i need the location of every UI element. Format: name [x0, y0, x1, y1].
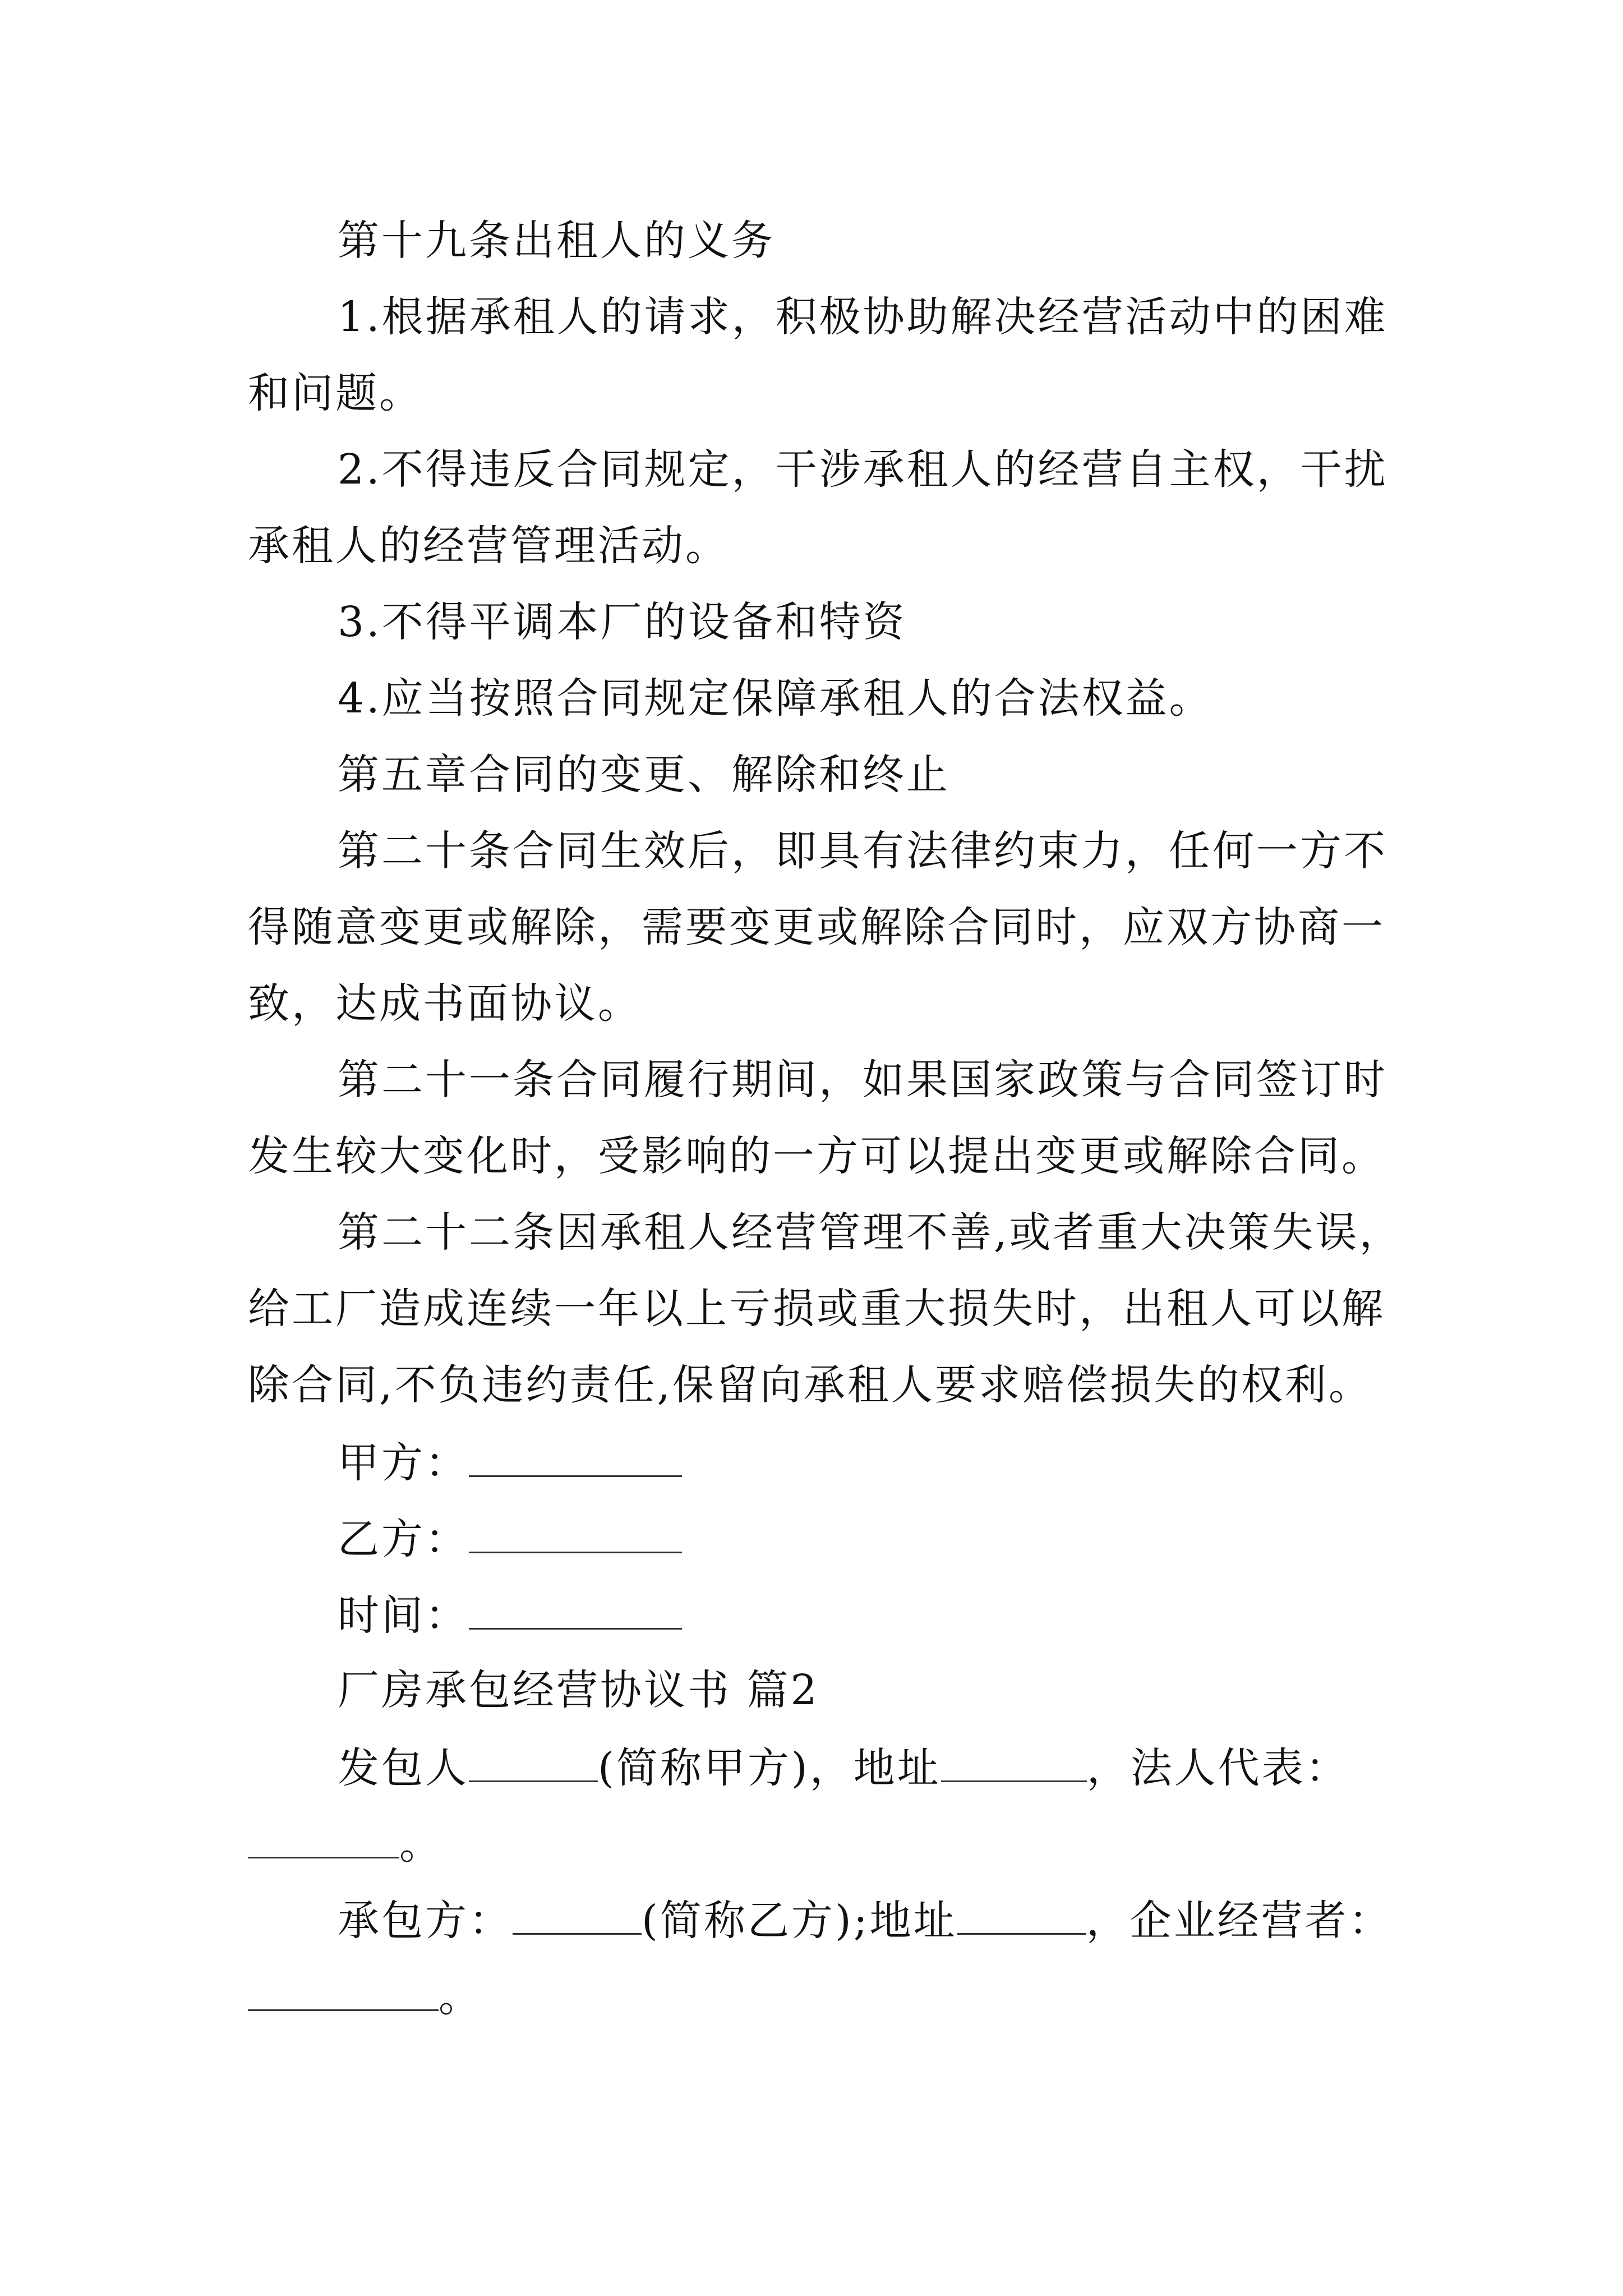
article-19-item-2-line-2: 承租人的经营管理活动。 — [248, 522, 729, 570]
party-b-label: 乙方： — [338, 1515, 469, 1563]
party-a-signature-line — [338, 1439, 1465, 1487]
date-blank — [469, 1593, 682, 1630]
contractor-address-blank — [941, 1746, 1087, 1782]
party-a-blank — [469, 1441, 682, 1477]
date-label: 时间： — [338, 1591, 469, 1640]
party-b-blank — [469, 1517, 682, 1553]
contractee-prefix: 承包方： — [338, 1897, 513, 1945]
contractor-suffix: ，法人代表： — [1086, 1744, 1349, 1792]
contractor-line-2 — [248, 1820, 1375, 1869]
article-22-line-2: 给工厂造成连续一年以上亏损或重大损失时，出租人可以解 — [248, 1285, 1385, 1333]
contractee-line-1 — [338, 1897, 1465, 1945]
contractee-line-2 — [248, 1973, 1375, 2021]
contractee-suffix: ，企业经营者： — [1086, 1897, 1393, 1945]
date-signature-line — [338, 1591, 1465, 1640]
contractor-middle: (简称甲方)，地址 — [598, 1744, 941, 1792]
party-a-label: 甲方： — [338, 1439, 469, 1487]
section-title: 厂房承包经营协议书 篇2 — [338, 1666, 819, 1714]
article-22-line-3: 除合同,不负违约责任,保留向承租人要求赔偿损失的权利。 — [248, 1361, 1373, 1409]
contractor-end: 。 — [399, 1820, 443, 1869]
article-19-title: 第十九条出租人的义务 — [338, 217, 775, 265]
article-19-item-3: 3.不得平调本厂的设备和特资 — [338, 598, 907, 646]
contractee-end: 。 — [439, 1973, 482, 2021]
contractor-name-blank — [469, 1746, 598, 1782]
article-20-line-2: 得随意变更或解除，需要变更或解除合同时，应双方协商一 — [248, 903, 1385, 951]
article-21-line-1: 第二十一条合同履行期间，如果国家政策与合同签订时 — [338, 1056, 1387, 1104]
article-19-item-1-line-1: 1.根据承租人的请求，积极协助解决经营活动中的困难 — [338, 293, 1388, 341]
article-19-item-2-line-1: 2.不得违反合同规定，干涉承租人的经营自主权，干扰 — [338, 445, 1388, 494]
legal-rep-blank — [248, 1822, 399, 1858]
business-operator-blank — [248, 1975, 439, 2011]
article-22-line-1: 第二十二条因承租人经营管理不善,或者重大决策失误， — [338, 1208, 1403, 1257]
contractee-address-blank — [957, 1898, 1086, 1935]
contractor-line-1 — [338, 1744, 1465, 1792]
article-19-item-1-line-2: 和问题。 — [248, 369, 423, 417]
article-20-line-3: 致，达成书面协议。 — [248, 979, 642, 1028]
party-b-signature-line — [338, 1515, 1465, 1563]
article-19-item-4: 4.应当按照合同规定保障承租人的合法权益。 — [338, 674, 1213, 723]
contractee-middle: (简称乙方);地址 — [642, 1897, 957, 1945]
article-21-line-2: 发生较大变化时，受影响的一方可以提出变更或解除合同。 — [248, 1132, 1385, 1180]
contractee-name-blank — [513, 1898, 642, 1935]
article-20-line-1: 第二十条合同生效后，即具有法律约束力，任何一方不 — [338, 827, 1387, 875]
contractor-prefix: 发包人 — [338, 1744, 469, 1792]
chapter-5-title: 第五章合同的变更、解除和终止 — [338, 751, 950, 799]
